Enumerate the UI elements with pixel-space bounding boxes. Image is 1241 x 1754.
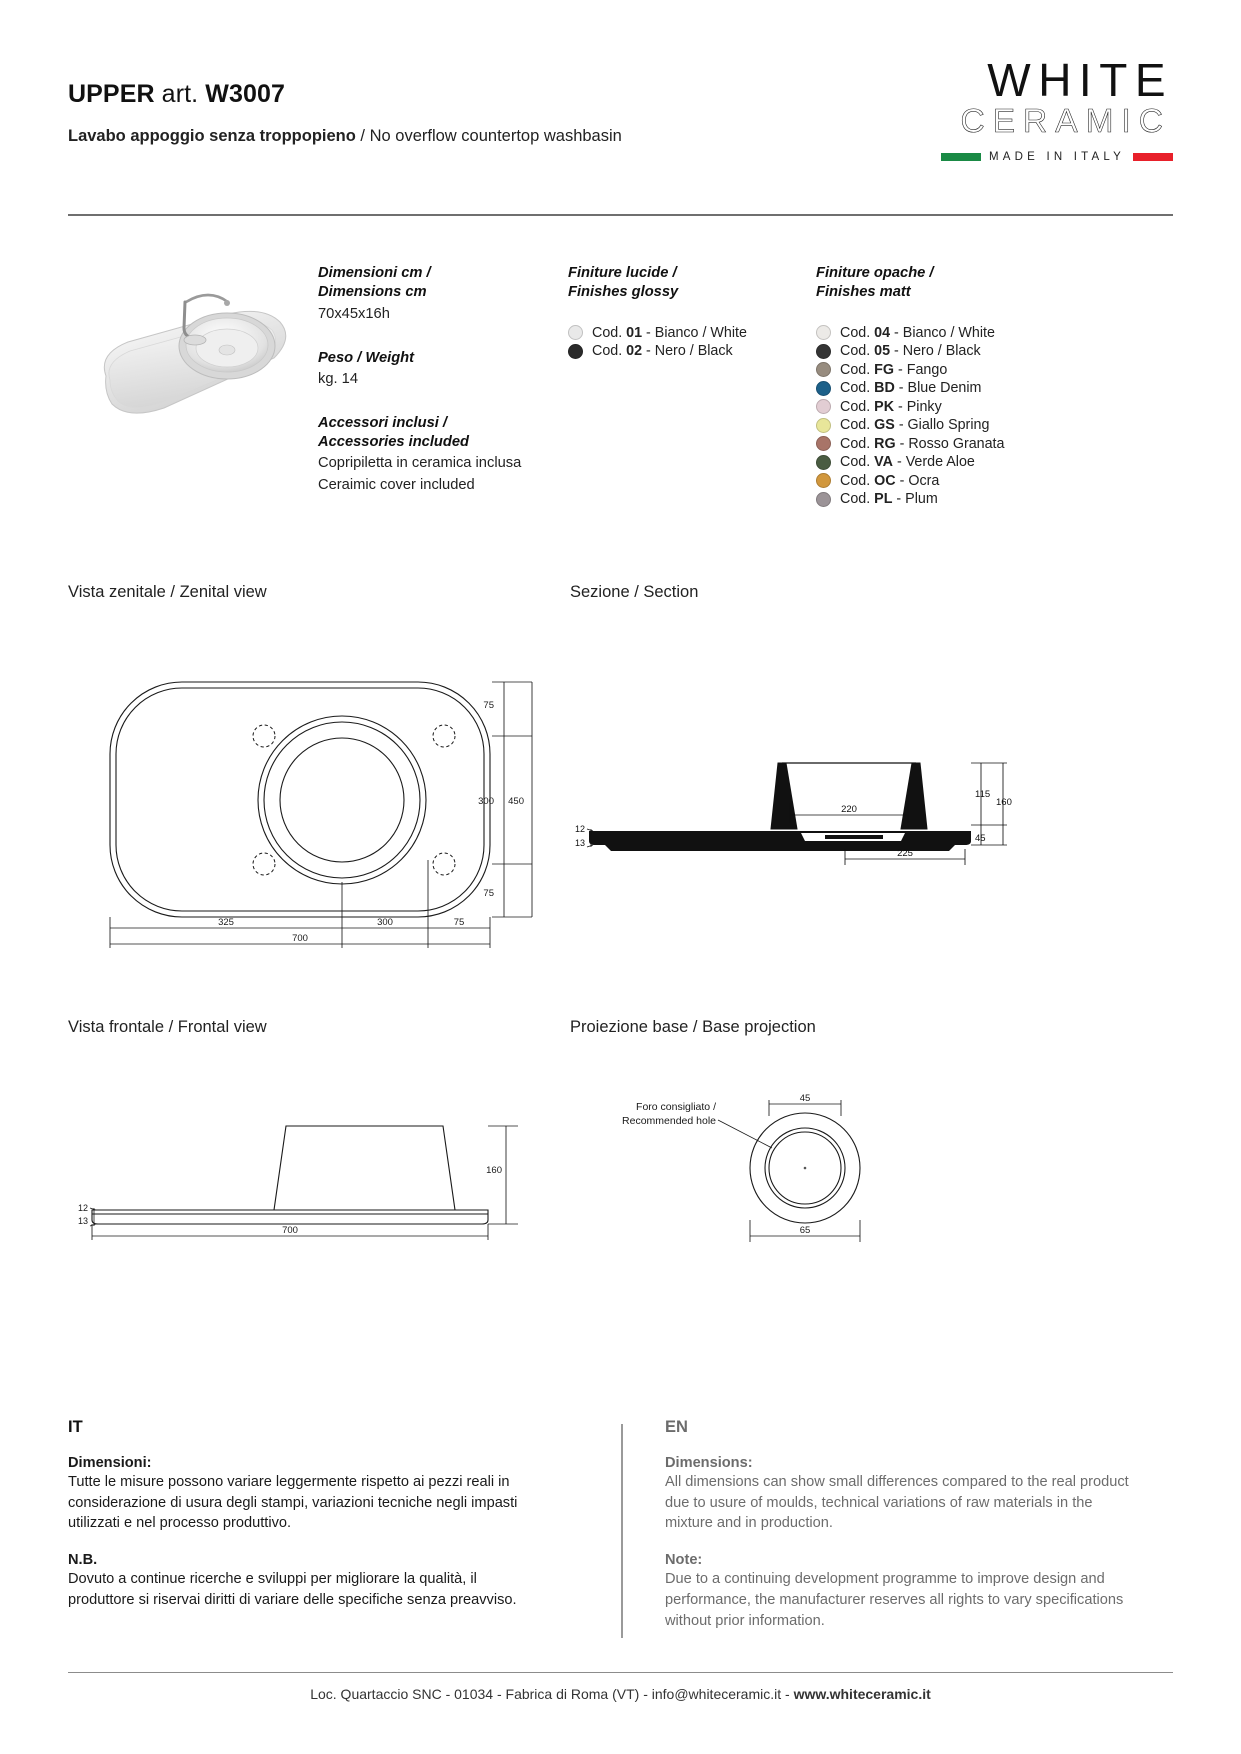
italian-flag-green-icon [941,153,981,161]
weight-value: kg. 14 [318,370,359,387]
page-footer [0,1686,1241,1702]
accessories-value-it: Copripiletta in ceramica inclusa [318,455,522,472]
color-swatch-icon [816,473,831,488]
dim-zenital-mid-outer: 450 [508,796,524,807]
finish-option-label: Cod. FG - Fango [840,361,948,378]
logo-white-text: WHITE [987,54,1173,106]
dim-zenital-top: 75 [483,700,494,711]
finish-option-va[interactable] [816,454,1116,470]
color-swatch-icon [816,344,831,359]
notes-it-heading-2: N.B. [68,1552,98,1569]
weight-heading: Peso / Weight [318,349,415,366]
notes-en-heading-1: Dimensions: [665,1455,753,1471]
product-photo [68,258,308,478]
finish-option-02[interactable] [568,343,813,359]
color-swatch-icon [568,344,583,359]
dim-section-bowl-height: 115 [975,789,991,800]
notes-divider [621,1424,623,1638]
color-swatch-icon [816,436,831,451]
dim-frontal-width: 700 [282,1225,298,1236]
dim-base-outer: 65 [799,1225,811,1236]
dim-frontal-thickness-top: 12 [78,1203,88,1213]
subtitle-en: / No overflow countertop washbasin [355,127,622,145]
frontal-view-title: Vista frontale / Frontal view [68,1018,267,1036]
dim-section-outer: 225 [897,848,913,859]
dimensions-heading-en: Dimensions cm [318,284,427,301]
finish-option-fg[interactable] [816,362,1116,378]
title-art: art. [154,80,206,108]
base-projection-drawing [600,1090,900,1270]
dim-zenital-left: 325 [218,917,234,928]
notes-lang-it: IT [68,1418,83,1436]
finish-option-01[interactable] [568,325,813,341]
dim-section-thickness-bottom: 13 [575,838,585,848]
frontal-view-drawing [78,1110,518,1245]
italian-flag-red-icon [1133,153,1173,161]
matt-heading-it: Finiture opache / [816,265,934,281]
dimensions-value: 70x45x16h [318,305,390,322]
finish-option-pk[interactable] [816,399,1116,415]
dim-zenital-center: 300 [377,917,393,928]
finish-option-label: Cod. PL - Plum [840,491,938,508]
dimensions-column [318,264,568,496]
dim-section-inner: 220 [841,804,857,815]
dim-base-inner: 45 [799,1093,811,1104]
made-in-italy-badge [905,151,1173,163]
finish-option-pl[interactable] [816,491,1116,507]
finish-option-label: Cod. RG - Rosso Granata [840,435,1005,452]
base-hole-label-it: Foro consigliato / [636,1101,716,1113]
notes-it-heading-1: Dimensioni: [68,1455,152,1471]
color-swatch-icon [568,325,583,340]
color-swatch-icon [816,381,831,396]
finish-option-label: Cod. 04 - Bianco / White [840,324,995,341]
dim-zenital-mid-inner: 300 [478,796,494,807]
finish-option-oc[interactable] [816,473,1116,489]
page-header [68,54,1173,164]
matt-swatch-list [816,325,1116,508]
notes-it-text-2: Dovuto a continue ricerche e sviluppi per migliorare la qualità, il produttore si riservai diritti di variare delle specifiche senza preavviso. [68,1571,517,1608]
dim-zenital-total: 700 [292,933,308,944]
color-swatch-icon [816,399,831,414]
product-code: W3007 [205,80,285,108]
color-swatch-icon [816,418,831,433]
finish-option-label: Cod. VA - Verde Aloe [840,454,975,471]
glossy-heading-it: Finiture lucide / [568,265,677,281]
notes-it-text-1: Tutte le misure possono variare leggermente rispetto ai pezzi reali in considerazione di usura degli stampi, variazioni tecniche negli impasti utilizzati e nel processo produttivo. [68,1474,518,1532]
accessories-heading-it: Accessori inclusi / [318,414,447,431]
glossy-finishes-column [568,264,813,362]
finish-option-04[interactable] [816,325,1116,341]
finish-option-gs[interactable] [816,417,1116,433]
dim-zenital-right: 75 [453,917,465,928]
zenital-view-drawing [80,660,550,960]
finish-option-rg[interactable] [816,436,1116,452]
section-view-drawing [575,745,1015,875]
brand-logo [905,54,1173,164]
color-swatch-icon [816,362,831,377]
finish-option-05[interactable] [816,343,1116,359]
logo-ceramic-text: CERAMIC [960,103,1171,141]
finish-option-bd[interactable] [816,380,1116,396]
notes-en-text-2: Due to a continuing development programme to improve design and performance, the manufacturer reserves all rights to vary specifications without prior information. [665,1571,1124,1629]
notes-en-text-1: All dimensions can show small differences compared to the real product due to usure of moulds, technical variations of raw materials in the mixture and in production. [665,1474,1129,1532]
zenital-view-title: Vista zenitale / Zenital view [68,583,267,601]
finish-option-label: Cod. 02 - Nero / Black [592,343,733,360]
footer-divider [68,1672,1173,1673]
dim-section-total-height: 160 [996,797,1012,808]
product-name: UPPER [68,80,155,108]
matt-heading-en: Finishes matt [816,284,911,301]
glossy-swatch-list [568,325,813,360]
dim-frontal-height: 160 [486,1165,502,1176]
finish-option-label: Cod. 01 - Bianco / White [592,324,747,341]
footer-address: Loc. Quartaccio SNC - 01034 - Fabrica di Roma (VT) - info@whiteceramic.it - [310,1686,794,1702]
finish-option-label: Cod. GS - Giallo Spring [840,417,990,434]
dimensions-heading-it: Dimensioni cm / [318,265,431,281]
notes-lang-en: EN [665,1418,688,1436]
accessories-heading-en: Accessories included [318,434,470,450]
made-in-italy-label: MADE IN ITALY [989,151,1125,164]
glossy-heading-en: Finishes glossy [568,284,679,301]
subtitle-it: Lavabo appoggio senza troppopieno [68,127,356,145]
notes-english [665,1418,1135,1631]
finish-option-label: Cod. PK - Pinky [840,398,942,415]
color-swatch-icon [816,325,831,340]
notes-italian [68,1418,538,1611]
base-hole-label-en: Recommended hole [622,1115,716,1127]
matt-finishes-column [816,264,1116,510]
accessories-value-en: Ceraimic cover included [318,477,475,494]
dim-frontal-thickness-bottom: 13 [78,1216,88,1226]
base-projection-title: Proiezione base / Base projection [570,1018,816,1036]
dim-zenital-bottom: 75 [483,888,494,899]
dim-section-base-height: 45 [975,833,986,844]
header-divider [68,214,1173,216]
notes-en-heading-2: Note: [665,1552,703,1569]
color-swatch-icon [816,455,831,470]
color-swatch-icon [816,492,831,507]
finish-option-label: Cod. OC - Ocra [840,472,940,489]
finish-option-label: Cod. BD - Blue Denim [840,380,982,397]
footer-website[interactable]: www.whiteceramic.it [793,1686,931,1702]
section-view-title: Sezione / Section [570,583,699,601]
dim-section-thickness-top: 12 [575,824,585,834]
finish-option-label: Cod. 05 - Nero / Black [840,343,981,360]
